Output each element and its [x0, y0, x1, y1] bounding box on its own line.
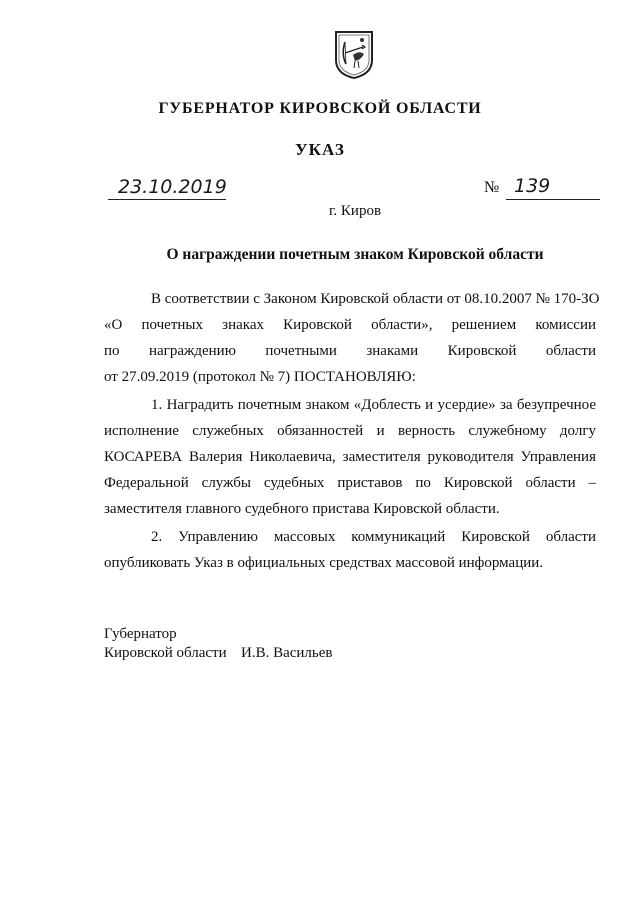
- body-line: заместителя главного судебного пристава Кировской области.: [104, 501, 500, 517]
- body-line: 2. Управлению массовых коммуникаций Кировской области: [151, 529, 596, 545]
- body-line: опубликовать Указ в официальных средствах массовой информации.: [104, 555, 544, 571]
- document-type: УКАЗ: [295, 140, 345, 159]
- body-line: от 27.09.2019 (протокол № 7) ПОСТАНОВЛЯЮ:: [104, 369, 416, 385]
- decree-subject: О награждении почетным знаком Кировской области: [166, 246, 544, 263]
- signature-name: И.В. Васильев: [241, 645, 333, 661]
- body-line: КОСАРЕВА Валерия Николаевича, заместителя руководителя Управления: [104, 449, 596, 465]
- number-label: №: [484, 179, 500, 196]
- body-line: Федеральной службы судебных приставов по Кировской области –: [104, 475, 596, 491]
- body-line: В соответствии с Законом Кировской области от 08.10.2007 № 170-ЗО: [151, 291, 600, 307]
- authority-title: ГУБЕРНАТОР КИРОВСКОЙ ОБЛАСТИ: [158, 100, 482, 117]
- signature-region: Кировской области: [104, 645, 227, 661]
- coat-of-arms-icon: [333, 30, 375, 80]
- body-line: по награждению почетными знаками Кировской области: [104, 343, 596, 359]
- body-line: «О почетных знаках Кировской области», решением комиссии: [104, 317, 596, 333]
- number-underline: [506, 199, 600, 200]
- decree-number: 139: [514, 175, 551, 197]
- city-name: г. Киров: [328, 203, 382, 219]
- signature-position: Губернатор: [104, 626, 177, 642]
- decree-date: 23.10.2019: [118, 176, 227, 198]
- body-line: 1. Наградить почетным знаком «Доблесть и усердие» за безупречное: [151, 397, 596, 413]
- body-line: исполнение служебных обязанностей и верность служебному долгу: [104, 423, 596, 439]
- date-underline: [108, 199, 226, 200]
